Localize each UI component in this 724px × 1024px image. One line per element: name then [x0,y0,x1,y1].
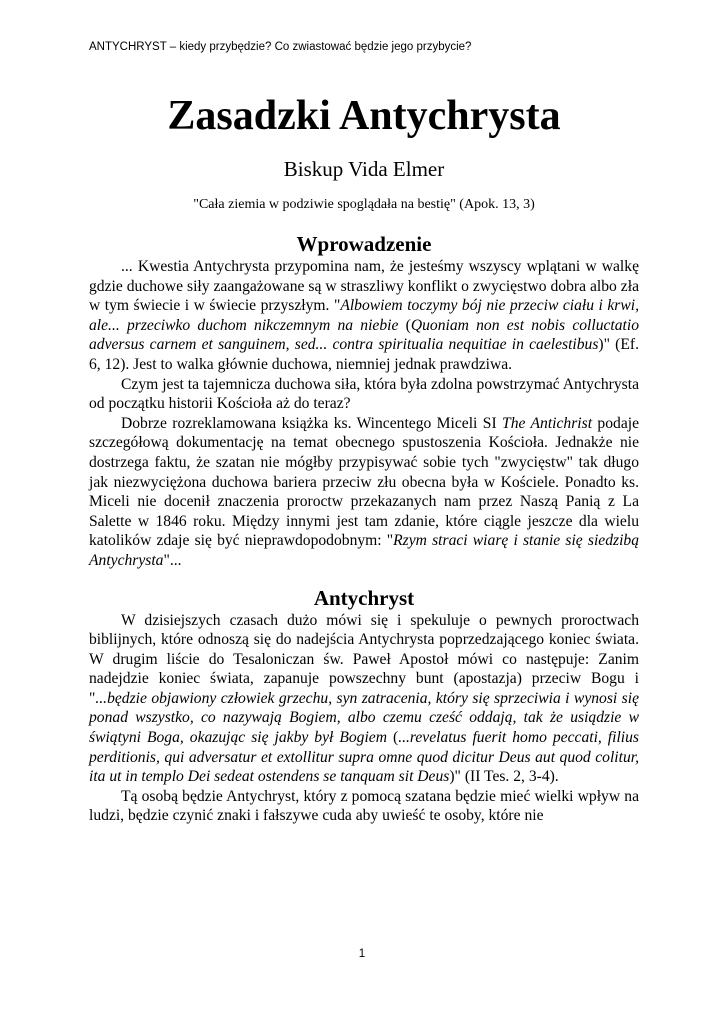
running-header: ANTYCHRYST – kiedy przybędzie? Co zwiastować będzie jego przybycie? [89,41,472,53]
italic-quote: Rzym straci wiarę i stanie się siedzibą Antychrysta [89,532,639,569]
paragraph [89,257,639,375]
italic-quote: Albowiem toczymy bój nie przeciw ciału i krwi, ale... przeciwko duchom nikczemnym na niebie [89,297,640,334]
section-heading-introduction: Wprowadzenie [296,232,432,256]
paragraph [89,611,639,787]
text-run: ( [398,316,411,334]
text-run: podaje szczegółową dokumentację na temat obecnego spustoszenia Kościoła. Jednakże nie dostrzega faktu, że szatan nie mógłby przypisywać sobie tych "zwycięstw" tak długo jak niezwyciężona duchowa bariera przeciw złu obecna była w Kościele. Ponadto ks. Miceli nie docenił znaczenia proroctw przekazanych nam przez Naszą Panią z La Salette w 1846 roku. Między innymi jest tam zdanie, które ciągle jeszcze dla wielu katolików zdaje się być nieprawdopodobnym: " [89,414,640,550]
document-title: Zasadzki Antychrysta [167,93,561,139]
book-title: The Antichrist [502,414,593,432]
author: Biskup Vida Elmer [283,157,445,181]
latin-quote: Quoniam non est nobis colluctatio adversus carnem et sanguinem, sed... contra spiritualia nequitiae in caelestibus [89,316,640,354]
text-run: ( [386,729,399,747]
section-heading-antichrist: Antychryst [313,585,415,610]
page-body [89,88,639,826]
motto-quote: "Cała ziemia w podziwie spoglądała na bestię" (Apok. 13, 3) [193,197,535,212]
paragraph [89,414,639,571]
paragraph: Tą osobą będzie Antychryst, który z pomocą szatana będzie mieć wielki wpływ na ludzi, będzie czynić znaki i fałszywe cuda aby uwieść te osoby, które nie [89,787,639,825]
italic-quote: ...będzie objawiony człowiek grzechu, syn zatracenia, który się sprzeciwia i wynosi się ponad wszystko, co nazywają Bogiem, albo czemu cześć oddają, tak że usiądzie w świątyni Boga, okazując się jakby był Bogiem [89,689,639,747]
text-run: ... Kwestia Antychrysta przypomina nam, że jesteśmy wszyscy wplątani w walkę gdzie duchowe siły zaangażowane są w straszliwy konflikt o zwycięstwo dobra albo zła w tym świecie i w świecie przyszłym. " [89,258,639,315]
text-run: W dzisiejszych czasach dużo mówi się i spekuluje o pewnych proroctwach biblijnych, które odnoszą się do nadejścia Antychrysta poprzedzającego koniec świata. W drugim liście do Tesaloniczan św. Paweł Apostoł mówi co następuje: Zanim nadejdzie koniec świata, zapanuje powszechny bunt (apostazja) przeciw Bogu i " [89,611,639,707]
latin-quote: ...revelatus fuerit homo peccati, filius perditionis, qui adversatur et extollitur supra omne quod dicitur Deus aut quod colitur, ita ut in templo Dei sedeat ostendens se tanquam sit Deus [89,729,640,786]
text-run: )" (II Tes. 2, 3-4). [449,768,559,786]
paragraph: Czym jest ta tajemnicza duchowa siła, która była zdolna powstrzymać Antychrysta od początku historii Kościoła aż do teraz? [89,375,639,413]
text-run: "... [163,551,182,569]
text-run: )" (Ef. 6, 12). Jest to walka głównie duchowa, niemniej jednak prawdziwa. [89,336,639,373]
page-number: 1 [358,948,366,960]
text-run: Dobrze rozreklamowana książka ks. Wincentego Miceli SI [121,414,503,432]
